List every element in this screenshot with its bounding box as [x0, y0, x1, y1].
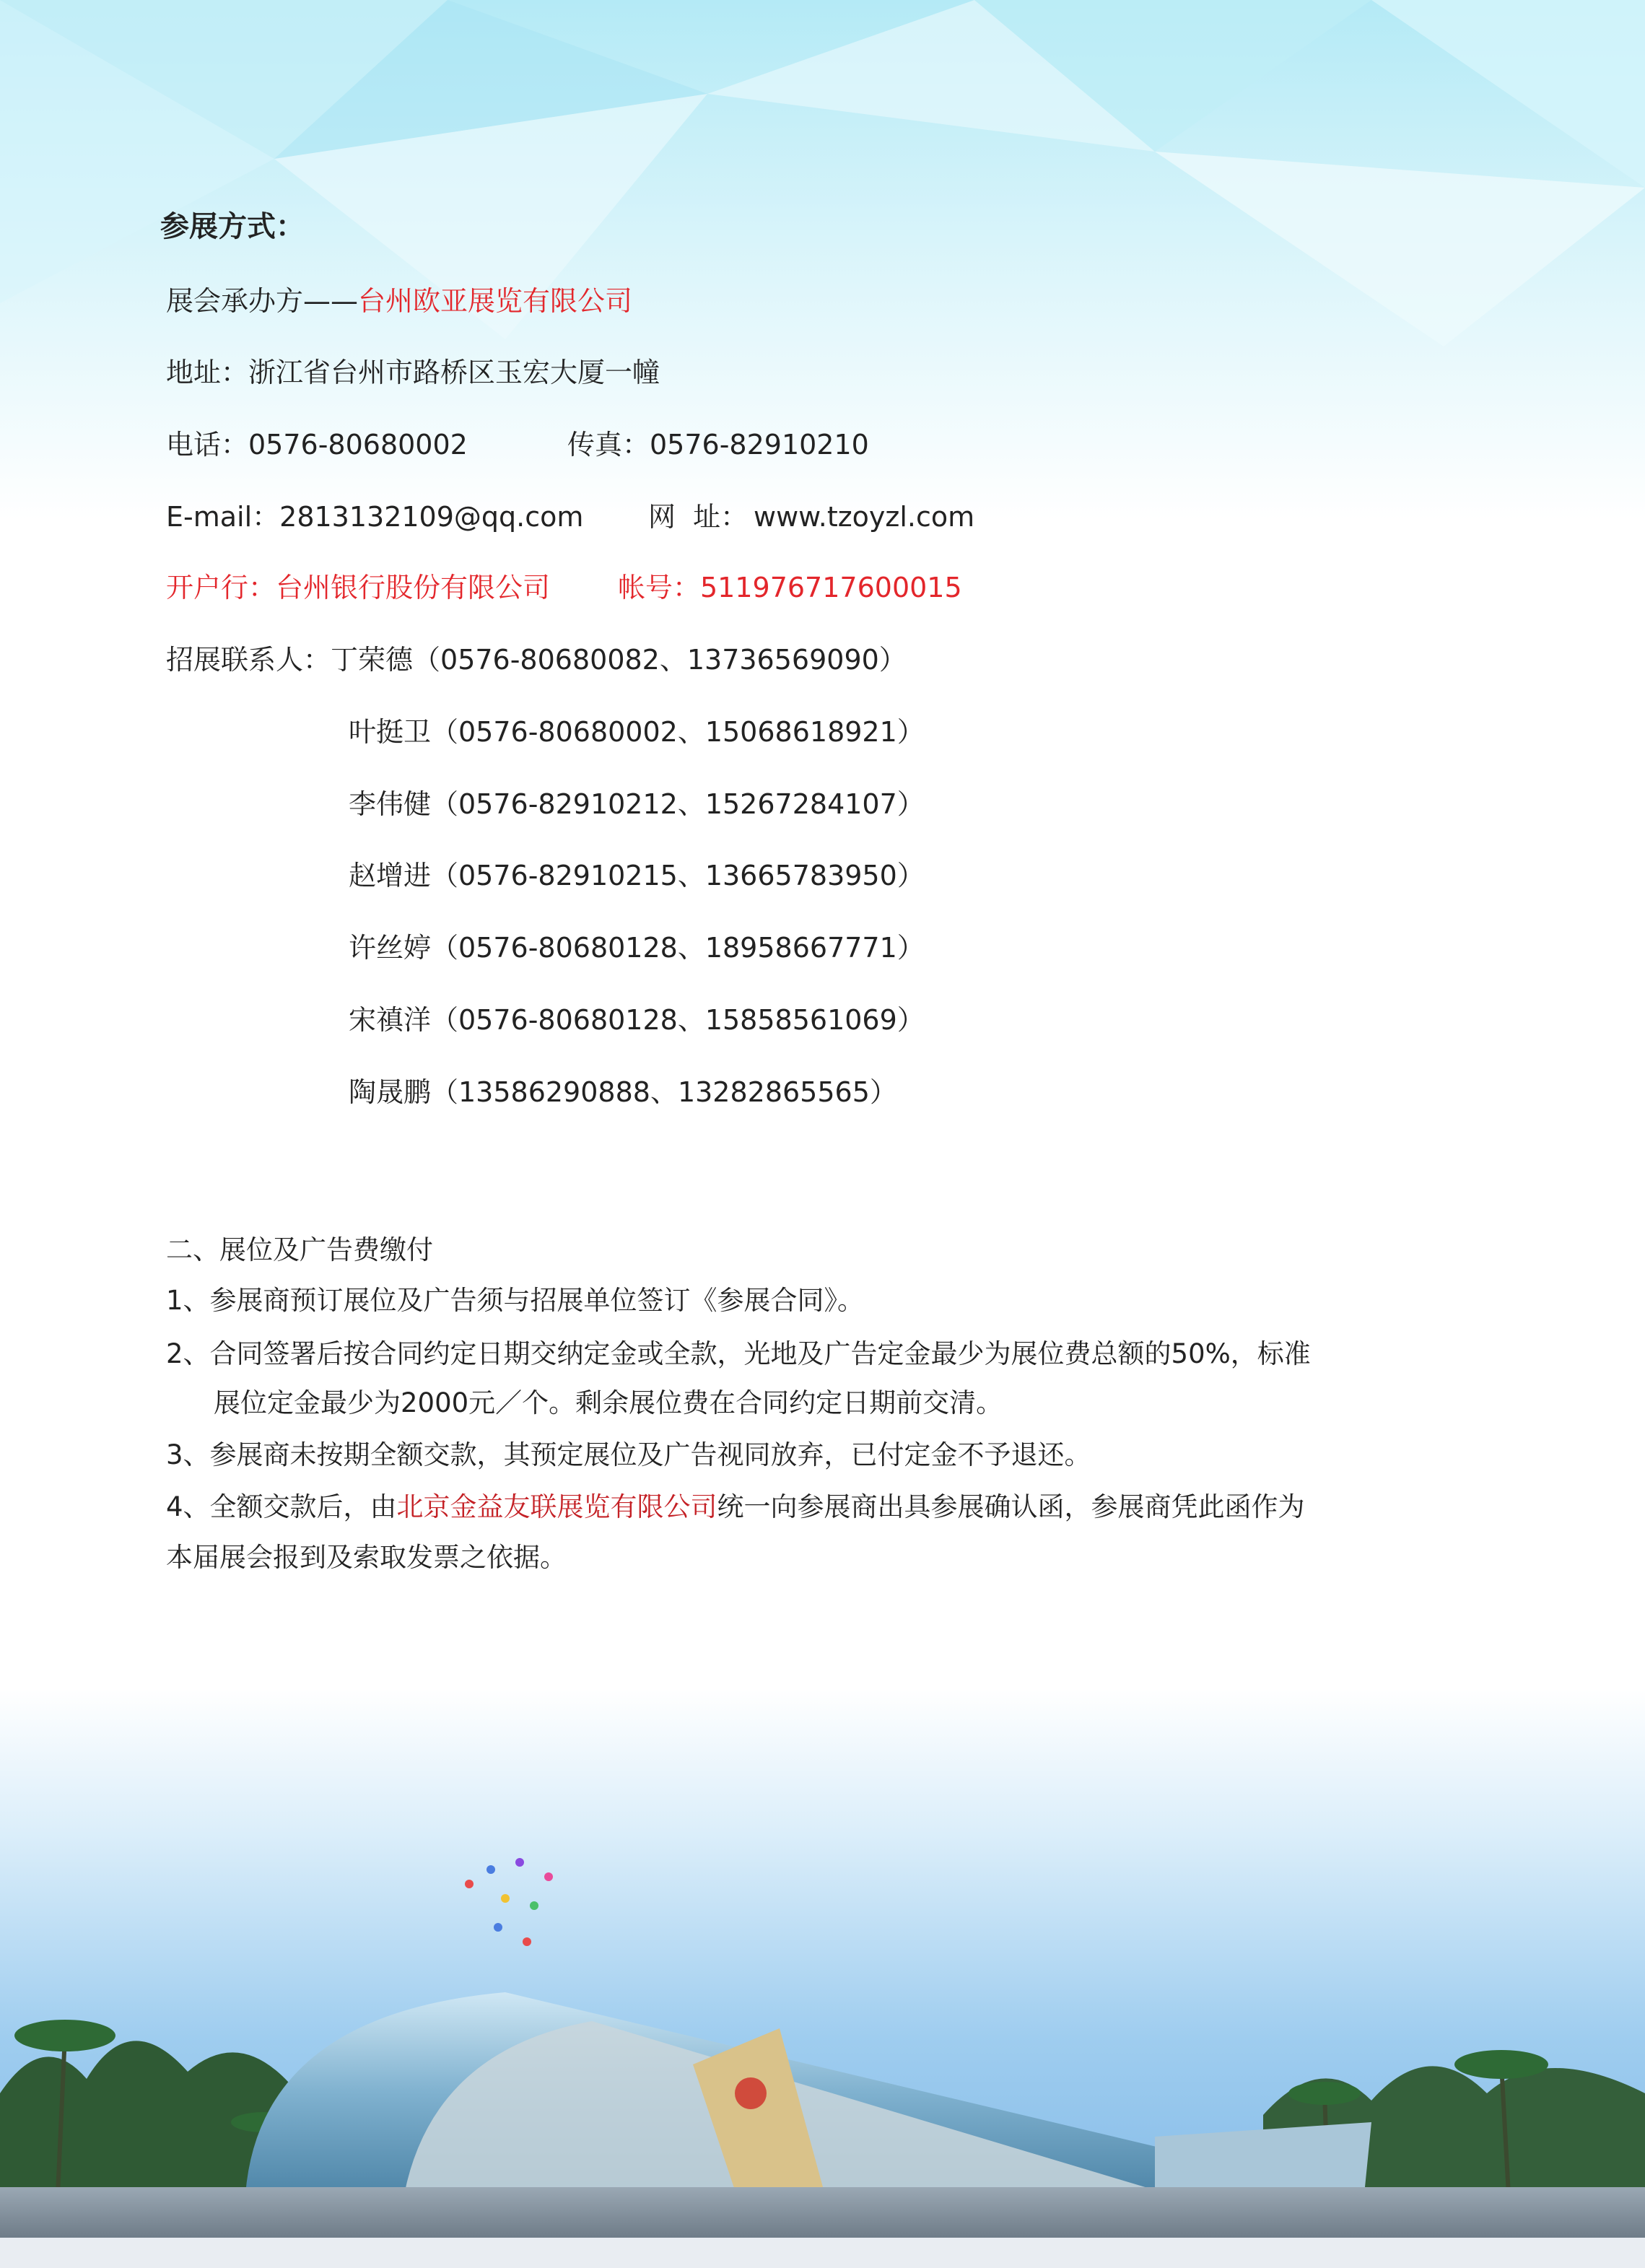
- payment-item-1: 1、参展商预订展位及广告须与招展单位签订《参展合同》。: [166, 1285, 865, 1316]
- bank-text: 开户行：台州银行股份有限公司: [166, 572, 551, 603]
- phone-fax-line: [166, 426, 869, 463]
- payment-item-4-pre: 4、全额交款后，由: [166, 1491, 397, 1522]
- exhibition-hall-illustration: [0, 1689, 1645, 2268]
- contact-item: 叶挺卫（0576-80680002、15068618921）: [349, 716, 925, 748]
- account-text: 帐号：511976717600015: [618, 572, 962, 603]
- contacts-line-1: [166, 641, 907, 679]
- phone-text: 电话：0576-80680002: [166, 429, 468, 461]
- email-website-line: [166, 498, 975, 536]
- section-title: 参展方式：: [160, 210, 305, 243]
- contact-item: 李伟健（0576-82910212、15267284107）: [349, 788, 925, 820]
- payment-item-4-cont: 本届展会报到及索取发票之依据。: [166, 1542, 567, 1573]
- contact-item: 宋禛洋（0576-80680128、15858561069）: [349, 1004, 925, 1036]
- contact-item: 陶晟鹏（13586290888、13282865565）: [349, 1076, 897, 1108]
- payment-item-4: [166, 1488, 1305, 1526]
- payment-item-2-cont: 展位定金最少为2000元／个。剩余展位费在合同约定日期前交清。: [214, 1387, 1003, 1418]
- payment-title: 二、展位及广告费缴付: [166, 1234, 433, 1265]
- fax-text: 传真：0576-82910210: [567, 429, 869, 461]
- payment-item-2: 2、合同签署后按合同约定日期交纳定金或全款，光地及广告定金最少为展位费总额的50%，标准: [166, 1338, 1311, 1369]
- payment-item-4-post: 统一向参展商出具参展确认函，参展商凭此函作为: [717, 1491, 1305, 1522]
- website-link[interactable]: www.tzoyzl.com: [754, 501, 975, 533]
- bank-line: [166, 569, 962, 606]
- contacts-label: 招展联系人：: [166, 644, 331, 676]
- organizer-line: [166, 282, 632, 320]
- organizer-name: 台州欧亚展览有限公司: [358, 285, 633, 317]
- email-text: E-mail：2813132109@qq.com: [166, 501, 584, 533]
- website-label: 网 址：: [648, 501, 749, 533]
- contact-item: 丁荣德（0576-80680082、13736569090）: [331, 644, 907, 676]
- contact-item: 赵增进（0576-82910215、13665783950）: [349, 860, 925, 891]
- contact-item: 许丝婷（0576-80680128、18958667771）: [349, 932, 925, 964]
- payment-item-4-company: 北京金益友联展览有限公司: [396, 1491, 717, 1522]
- payment-item-3: 3、参展商未按期全额交款，其预定展位及广告视同放弃，已付定金不予退还。: [166, 1439, 1091, 1470]
- address-line: 地址：浙江省台州市路桥区玉宏大厦一幢: [166, 357, 660, 388]
- organizer-label: 展会承办方——: [166, 285, 359, 317]
